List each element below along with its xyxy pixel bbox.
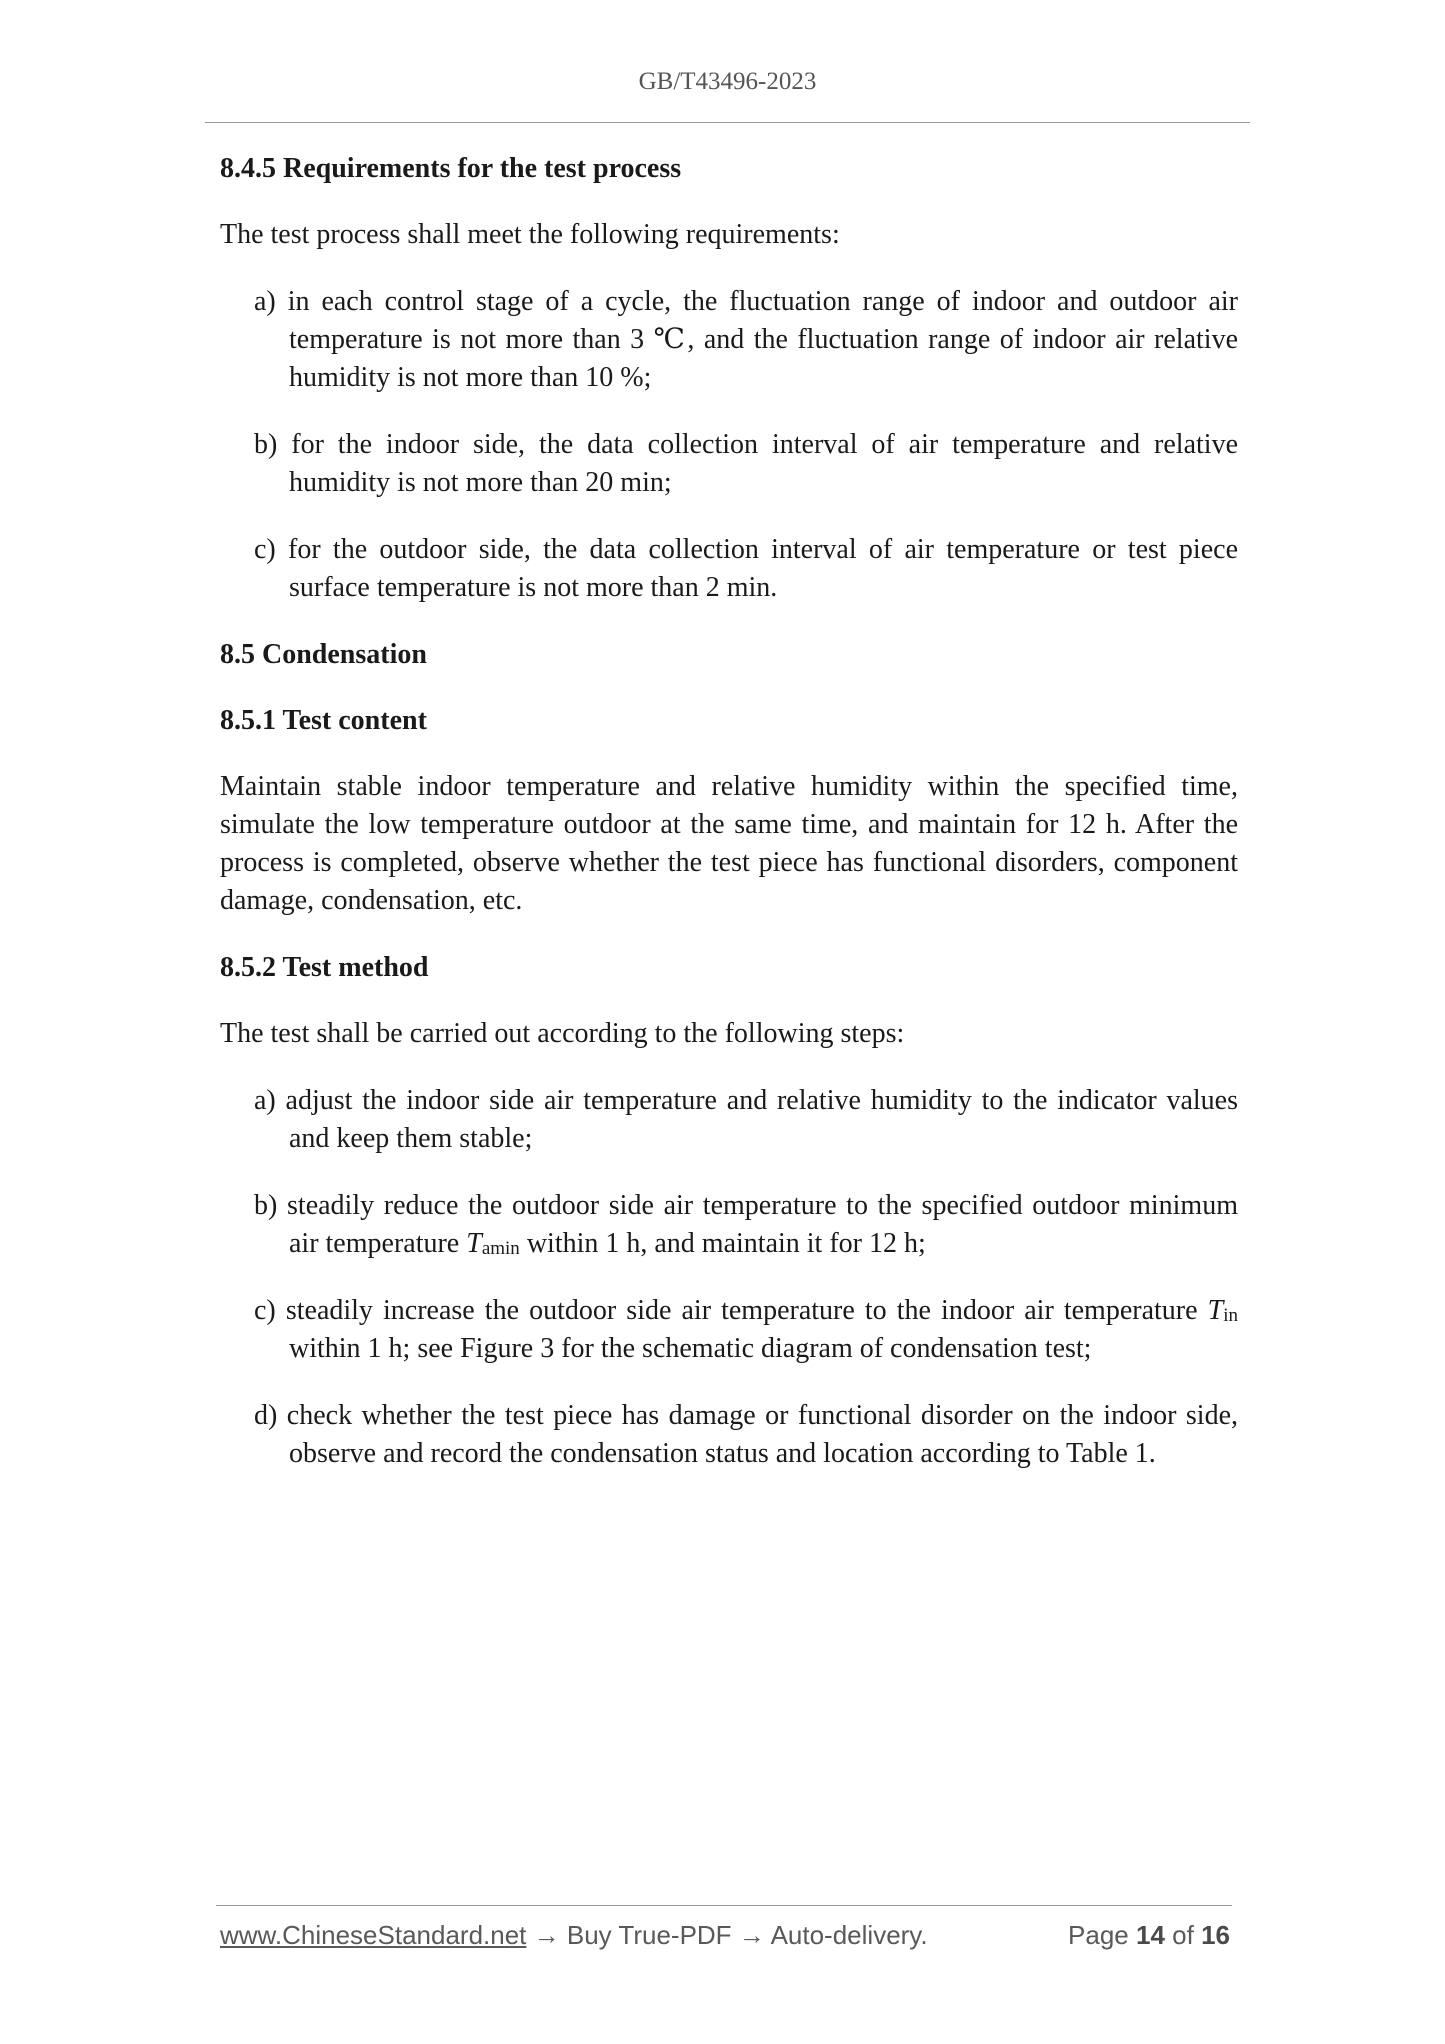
page-header-doc-code: GB/T43496-2023	[638, 68, 817, 95]
paragraph-8-4-5-intro: The test process shall meet the following requirements:	[220, 219, 840, 250]
heading-8-4-5: 8.4.5 Requirements for the test process	[220, 153, 682, 184]
list-item-8-5-2-b	[254, 1187, 1238, 1263]
page-word: Page	[1068, 1920, 1129, 1950]
list-item-8-4-5-c: c) for the outdoor side, the data collection interval of air temperature or test piece surface temperature is not more than 2 min.	[254, 534, 1238, 603]
footer-tagline: → Buy True-PDF → Auto-delivery.	[526, 1920, 928, 1950]
list-item-8-5-2-d: d) check whether the test piece has damage or functional disorder on the indoor side, observe and record the condensation status and location according to Table 1.	[254, 1400, 1238, 1469]
of-word: of	[1172, 1920, 1194, 1950]
list-item-text: c) steadily increase the outdoor side air temperature to the indoor air temperature	[254, 1295, 1208, 1326]
heading-8-5-1: 8.5.1 Test content	[220, 705, 427, 736]
footer-divider	[216, 1905, 1232, 1906]
heading-8-5-2: 8.5.2 Test method	[220, 952, 429, 983]
paragraph-8-5-2-intro: The test shall be carried out according to the following steps:	[220, 1018, 905, 1049]
footer-promo	[220, 1920, 928, 1951]
header-divider	[205, 122, 1250, 123]
list-item-8-4-5-b: b) for the indoor side, the data collection interval of air temperature and relative humidity is not more than 20 min;	[254, 429, 1238, 498]
list-item-8-5-2-a: a) adjust the indoor side air temperature and relative humidity to the indicator values and keep them stable;	[254, 1085, 1238, 1154]
heading-8-5: 8.5 Condensation	[220, 639, 427, 670]
list-item-8-5-2-c	[254, 1292, 1238, 1368]
total-page-count: 16	[1201, 1920, 1230, 1950]
symbol-t: T	[466, 1228, 482, 1259]
list-item-text: b) steadily reduce the outdoor side air temperature to the specified outdoor minimum air temperature	[254, 1190, 1238, 1259]
list-item-8-4-5-a: a) in each control stage of a cycle, the fluctuation range of indoor and outdoor air temperature is not more than 3 ℃, and the fluctuation range of indoor air relative humidity is not more than 10 %;	[254, 286, 1238, 393]
list-item-text: within 1 h, and maintain it for 12 h;	[519, 1228, 926, 1259]
list-item-text: within 1 h; see Figure 3 for the schematic diagram of condensation test;	[289, 1333, 1092, 1364]
symbol-subscript: amin	[481, 1238, 520, 1259]
footer-website-link[interactable]: www.ChineseStandard.net	[220, 1920, 527, 1950]
symbol-subscript: in	[1223, 1305, 1238, 1326]
page-number	[1068, 1920, 1230, 1951]
symbol-t: T	[1207, 1295, 1224, 1326]
paragraph-8-5-1-body: Maintain stable indoor temperature and relative humidity within the specified time, simulate the low temperature outdoor at the same time, and maintain for 12 h. After the process is completed, observe whether the test piece has functional disorders, component damage, condensation, etc.	[220, 771, 1238, 916]
page-content	[220, 150, 1238, 1502]
current-page-number: 14	[1136, 1920, 1165, 1950]
